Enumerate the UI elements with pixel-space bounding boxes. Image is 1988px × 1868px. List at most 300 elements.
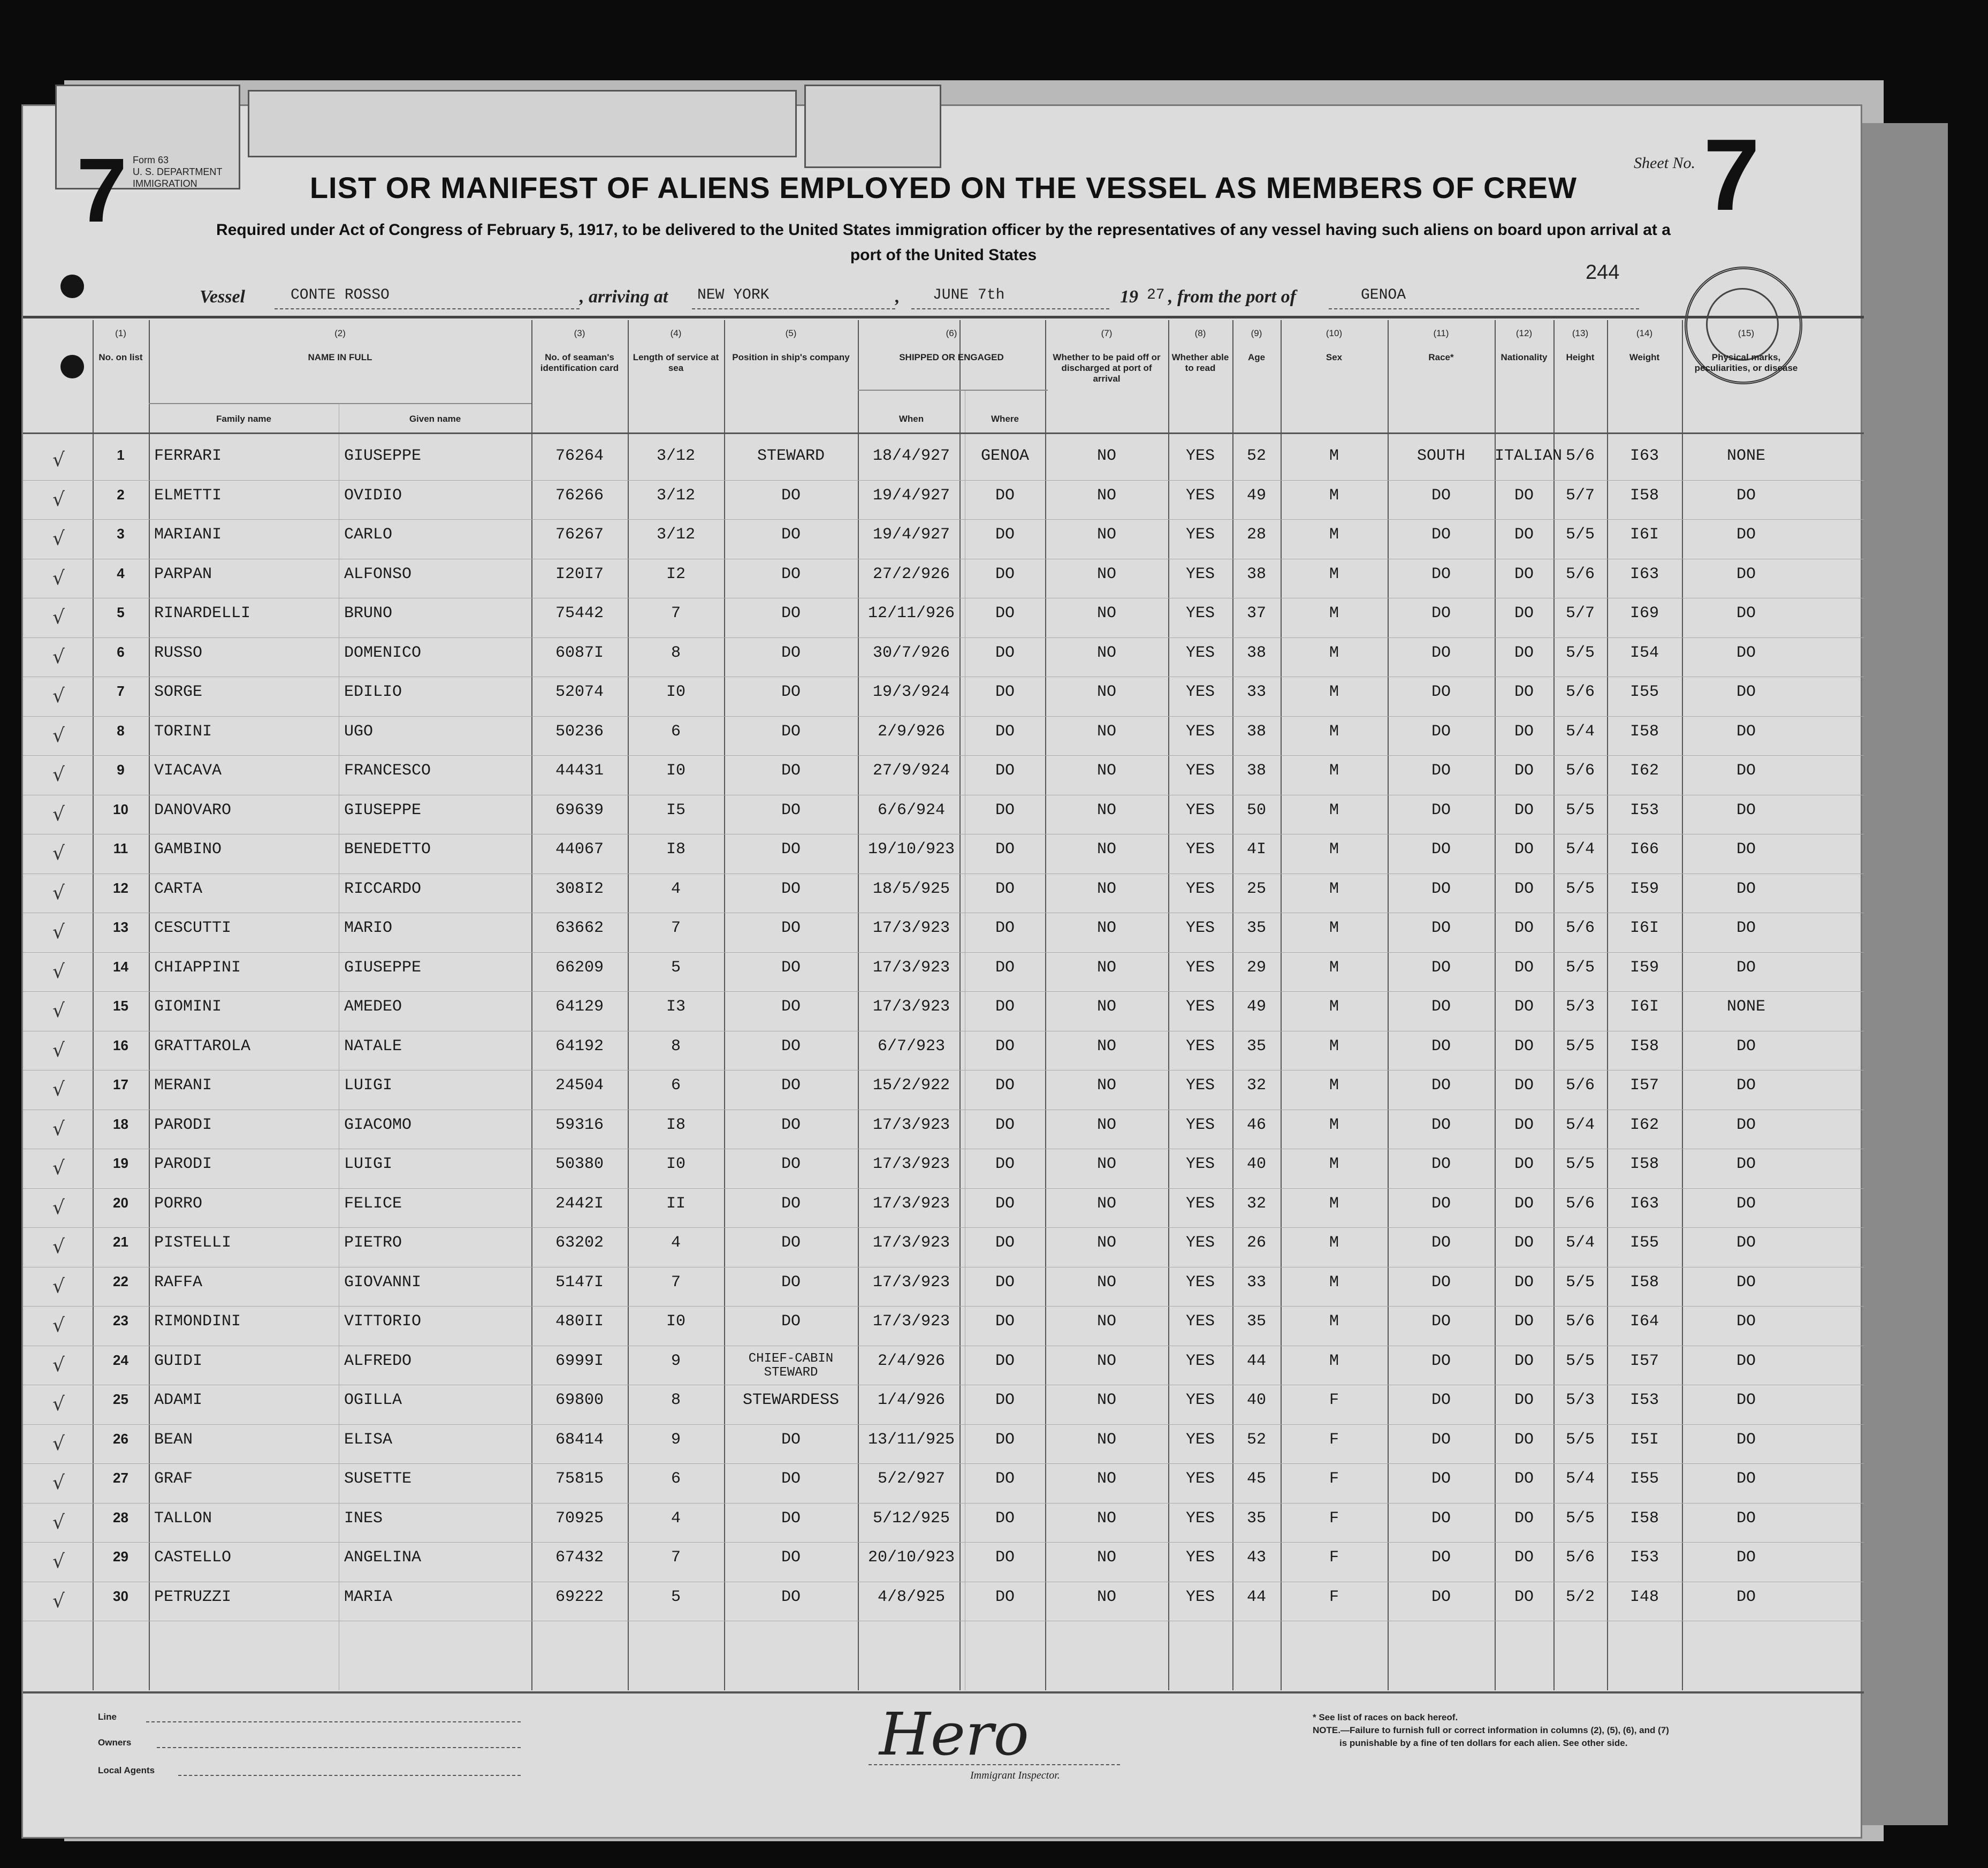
table-cell-marks: DO: [1736, 1470, 1756, 1488]
table-cell-card: 63202: [555, 1234, 604, 1252]
table-cell-age: 38: [1246, 722, 1266, 741]
table-cell-age: 35: [1246, 1312, 1266, 1331]
column-subheader: Family name: [216, 414, 271, 424]
table-cell-where: DO: [995, 1037, 1015, 1056]
table-cell-marks: DO: [1736, 1430, 1756, 1449]
table-cell-age: 38: [1246, 643, 1266, 662]
seal-inner-ring: [1706, 288, 1779, 361]
column-header: Age: [1247, 352, 1266, 362]
table-cell-height: 5/5: [1565, 801, 1595, 819]
table-cell-sex: M: [1329, 1076, 1339, 1095]
table-cell-family: PISTELLI: [154, 1234, 232, 1252]
table-cell-when: 30/7/926: [872, 643, 950, 662]
table-cell-race: DO: [1431, 1470, 1451, 1488]
check-mark-icon: √: [52, 1472, 65, 1494]
table-cell-height: 5/6: [1565, 447, 1595, 465]
table-cell-given: GIUSEPPE: [344, 801, 422, 819]
table-cell-nat: DO: [1514, 1391, 1534, 1409]
table-cell-family: PARPAN: [154, 565, 212, 583]
check-mark-icon: √: [52, 646, 65, 668]
table-cell-card: 50236: [555, 722, 604, 741]
table-cell-no: 22: [113, 1273, 128, 1289]
table-cell-read: YES: [1185, 879, 1215, 898]
table-cell-marks: DO: [1736, 1351, 1756, 1370]
table-cell-card: 69222: [555, 1588, 604, 1606]
check-mark-icon: √: [52, 1236, 65, 1258]
table-cell-sex: M: [1329, 526, 1339, 544]
table-cell-nat: DO: [1514, 1234, 1534, 1252]
table-cell-when: 17/3/923: [872, 1155, 950, 1173]
table-cell-card: 76264: [555, 447, 604, 465]
table-cell-paid: NO: [1096, 1391, 1116, 1409]
table-cell-where: DO: [995, 840, 1015, 859]
table-cell-height: 5/4: [1565, 1470, 1595, 1488]
table-cell-no: 10: [113, 801, 128, 817]
table-cell-read: YES: [1185, 1548, 1215, 1567]
table-cell-where: DO: [995, 643, 1015, 662]
table-cell-height: 5/5: [1565, 958, 1595, 977]
table-cell-position: DO: [781, 683, 801, 701]
table-cell-where: DO: [995, 998, 1015, 1016]
column-subheader: When: [898, 414, 924, 424]
row-rule: [23, 519, 1864, 520]
table-cell-position: DO: [781, 1273, 801, 1292]
table-cell-sex: F: [1329, 1430, 1339, 1449]
table-cell-when: 6/6/924: [877, 801, 946, 819]
table-cell-read: YES: [1185, 486, 1215, 505]
table-cell-no: 13: [113, 919, 128, 935]
table-cell-when: 17/3/923: [872, 919, 950, 937]
table-cell-no: 27: [113, 1470, 128, 1486]
table-cell-card: 6087I: [555, 643, 604, 662]
table-cell-family: FERRARI: [154, 447, 222, 465]
table-cell-no: 30: [113, 1588, 128, 1604]
table-cell-when: 19/4/927: [872, 486, 950, 505]
table-cell-weight: I55: [1629, 1234, 1659, 1252]
table-cell-marks: DO: [1736, 1548, 1756, 1567]
page-number: 244: [1586, 261, 1620, 284]
table-cell-sex: F: [1329, 1548, 1339, 1567]
table-cell-card: 6999I: [555, 1351, 604, 1370]
footnote-races: * See list of races on back hereof.: [1313, 1712, 1458, 1722]
table-cell-position: DO: [781, 762, 801, 780]
table-cell-family: RUSSO: [154, 643, 203, 662]
table-cell-nat: DO: [1514, 1509, 1534, 1528]
form-label-1: Form 63: [133, 155, 169, 165]
check-mark-icon: √: [52, 1511, 65, 1533]
table-cell-read: YES: [1185, 1155, 1215, 1173]
table-cell-service: I8: [666, 1115, 685, 1134]
check-mark-icon: √: [52, 1039, 65, 1061]
table-cell-when: 18/5/925: [872, 879, 950, 898]
table-cell-service: 5: [671, 1588, 681, 1606]
table-cell-position: DO: [781, 919, 801, 937]
table-cell-when: 17/3/923: [872, 1194, 950, 1213]
table-cell-when: 17/3/923: [872, 1312, 950, 1331]
table-cell-service: 9: [671, 1351, 681, 1370]
table-cell-nat: DO: [1514, 879, 1534, 898]
table-cell-paid: NO: [1096, 526, 1116, 544]
table-cell-race: DO: [1431, 840, 1451, 859]
table-cell-sex: M: [1329, 998, 1339, 1016]
table-cell-given: MARIA: [344, 1588, 393, 1606]
table-cell-given: AMEDEO: [344, 998, 402, 1016]
table-cell-service: 7: [671, 919, 681, 937]
table-cell-given: BRUNO: [344, 604, 393, 622]
table-cell-marks: DO: [1736, 1076, 1756, 1095]
table-cell-when: 13/11/925: [867, 1430, 955, 1449]
check-mark-icon: √: [52, 1354, 65, 1376]
table-cell-family: CARTA: [154, 879, 203, 898]
table-cell-card: 70925: [555, 1509, 604, 1528]
table-cell-given: RICCARDO: [344, 879, 422, 898]
table-cell-service: 5: [671, 958, 681, 977]
table-cell-marks: DO: [1736, 722, 1756, 741]
table-cell-service: I0: [666, 683, 685, 701]
table-cell-where: DO: [995, 1155, 1015, 1173]
table-cell-paid: NO: [1096, 1588, 1116, 1606]
table-cell-where: DO: [995, 683, 1015, 701]
column-header: SHIPPED OR ENGAGED: [899, 352, 1004, 362]
table-cell-height: 5/6: [1565, 683, 1595, 701]
table-cell-sex: M: [1329, 643, 1339, 662]
column-number: (1): [115, 328, 126, 338]
table-cell-weight: I58: [1629, 1273, 1659, 1292]
table-cell-paid: NO: [1096, 486, 1116, 505]
table-cell-card: 76267: [555, 526, 604, 544]
table-cell-family: PORRO: [154, 1194, 203, 1213]
table-cell-race: DO: [1431, 1155, 1451, 1173]
table-cell-when: 27/9/924: [872, 762, 950, 780]
check-mark-icon: √: [52, 1590, 65, 1612]
table-cell-no: 29: [113, 1548, 128, 1565]
table-cell-age: 29: [1246, 958, 1266, 977]
table-cell-sex: M: [1329, 1155, 1339, 1173]
table-cell-card: 50380: [555, 1155, 604, 1173]
table-cell-position: DO: [781, 565, 801, 583]
table-cell-age: 44: [1246, 1351, 1266, 1370]
table-cell-given: VITTORIO: [344, 1312, 422, 1331]
table-cell-paid: NO: [1096, 643, 1116, 662]
table-cell-race: DO: [1431, 919, 1451, 937]
table-cell-family: ELMETTI: [154, 486, 222, 505]
table-cell-read: YES: [1185, 840, 1215, 859]
table-cell-paid: NO: [1096, 447, 1116, 465]
table-cell-sex: F: [1329, 1588, 1339, 1606]
table-cell-where: DO: [995, 879, 1015, 898]
table-cell-position: DO: [781, 801, 801, 819]
table-cell-height: 5/5: [1565, 1509, 1595, 1528]
row-rule: [23, 1463, 1864, 1464]
table-cell-age: 38: [1246, 565, 1266, 583]
table-cell-race: DO: [1431, 1076, 1451, 1095]
table-cell-nat: DO: [1514, 998, 1534, 1016]
table-cell-service: 4: [671, 1234, 681, 1252]
table-cell-read: YES: [1185, 958, 1215, 977]
tab-middle: [248, 90, 797, 157]
check-mark-icon: √: [52, 449, 65, 471]
table-cell-marks: DO: [1736, 1509, 1756, 1528]
table-cell-paid: NO: [1096, 722, 1116, 741]
table-cell-sex: M: [1329, 1037, 1339, 1056]
table-cell-no: 1: [117, 447, 125, 463]
table-cell-marks: DO: [1736, 526, 1756, 544]
table-cell-given: INES: [344, 1509, 383, 1528]
table-cell-race: DO: [1431, 565, 1451, 583]
check-mark-icon: √: [52, 1196, 65, 1219]
table-cell-race: DO: [1431, 1037, 1451, 1056]
check-mark-icon: √: [52, 488, 65, 511]
table-cell-weight: I63: [1629, 447, 1659, 465]
check-mark-icon: √: [52, 567, 65, 589]
table-cell-position: STEWARD: [757, 447, 825, 465]
table-cell-position: DO: [781, 879, 801, 898]
table-cell-height: 5/6: [1565, 1194, 1595, 1213]
table-cell-height: 5/5: [1565, 1037, 1595, 1056]
arrival-year: 27: [1147, 287, 1165, 303]
table-cell-card: 52074: [555, 683, 604, 701]
table-cell-position: DO: [781, 722, 801, 741]
table-cell-when: 2/4/926: [877, 1351, 946, 1370]
table-cell-no: 11: [113, 840, 128, 856]
table-cell-service: 8: [671, 643, 681, 662]
check-mark-icon: √: [52, 685, 65, 707]
row-rule: [23, 991, 1864, 992]
table-cell-service: 4: [671, 879, 681, 898]
table-cell-service: I3: [666, 998, 685, 1016]
table-cell-where: DO: [995, 801, 1015, 819]
table-cell-where: DO: [995, 919, 1015, 937]
table-cell-position: DO: [781, 1509, 801, 1528]
table-cell-given: GIUSEPPE: [344, 447, 422, 465]
table-cell-nat: DO: [1514, 1588, 1534, 1606]
table-cell-paid: NO: [1096, 958, 1116, 977]
table-cell-sex: M: [1329, 958, 1339, 977]
table-cell-service: I2: [666, 565, 685, 583]
table-cell-weight: I62: [1629, 1115, 1659, 1134]
table-cell-age: 44: [1246, 1588, 1266, 1606]
table-cell-nat: DO: [1514, 1351, 1534, 1370]
arriving-port: NEW YORK: [697, 287, 770, 303]
table-cell-sex: M: [1329, 840, 1339, 859]
table-cell-given: CARLO: [344, 526, 393, 544]
table-cell-nat: DO: [1514, 1194, 1534, 1213]
footnote-penalty-2: is punishable by a fine of ten dollars for each alien. See other side.: [1339, 1738, 1628, 1748]
table-cell-marks: DO: [1736, 840, 1756, 859]
table-cell-card: 67432: [555, 1548, 604, 1567]
table-cell-race: DO: [1431, 1588, 1451, 1606]
local-agents-field: [178, 1775, 521, 1776]
table-cell-given: PIETRO: [344, 1234, 402, 1252]
table-cell-read: YES: [1185, 565, 1215, 583]
table-cell-nat: DO: [1514, 840, 1534, 859]
table-cell-age: 35: [1246, 1509, 1266, 1528]
table-cell-race: DO: [1431, 1312, 1451, 1331]
table-cell-race: DO: [1431, 643, 1451, 662]
table-cell-age: 52: [1246, 447, 1266, 465]
table-cell-when: 5/12/925: [872, 1509, 950, 1528]
table-cell-position: DO: [781, 1155, 801, 1173]
table-cell-paid: NO: [1096, 879, 1116, 898]
table-cell-marks: DO: [1736, 565, 1756, 583]
column-number: (2): [334, 328, 346, 338]
table-cell-race: DO: [1431, 1273, 1451, 1292]
table-cell-nat: DO: [1514, 722, 1534, 741]
table-cell-where: DO: [995, 722, 1015, 741]
table-cell-race: DO: [1431, 801, 1451, 819]
check-mark-icon: √: [52, 528, 65, 550]
table-cell-read: YES: [1185, 1470, 1215, 1488]
table-cell-age: 45: [1246, 1470, 1266, 1488]
column-number: (6): [946, 328, 957, 338]
table-cell-marks: DO: [1736, 801, 1756, 819]
table-cell-no: 5: [117, 604, 125, 620]
table-cell-card: 69639: [555, 801, 604, 819]
table-cell-card: 64192: [555, 1037, 604, 1056]
check-mark-icon: √: [52, 1157, 65, 1179]
table-cell-paid: NO: [1096, 1076, 1116, 1095]
table-cell-nat: DO: [1514, 1115, 1534, 1134]
table-cell-service: I0: [666, 1155, 685, 1173]
column-header: Race*: [1428, 352, 1454, 362]
local-agents-label: Local Agents: [98, 1765, 155, 1775]
table-cell-given: ANGELINA: [344, 1548, 422, 1567]
column-number: (5): [785, 328, 797, 338]
table-cell-read: YES: [1185, 1509, 1215, 1528]
table-cell-nat: ITALIAN: [1495, 447, 1563, 465]
sheet-number: 7: [1703, 118, 1760, 232]
table-cell-no: 4: [117, 565, 125, 581]
table-cell-race: DO: [1431, 1548, 1451, 1567]
table-cell-when: 6/7/923: [877, 1037, 946, 1056]
table-cell-paid: NO: [1096, 1312, 1116, 1331]
table-cell-height: 5/3: [1565, 998, 1595, 1016]
table-cell-position: DO: [781, 1548, 801, 1567]
check-mark-icon: √: [52, 1118, 65, 1140]
table-cell-sex: M: [1329, 801, 1339, 819]
table-cell-when: 18/4/927: [872, 447, 950, 465]
table-cell-card: 68414: [555, 1430, 604, 1449]
table-cell-service: 7: [671, 1273, 681, 1292]
table-cell-read: YES: [1185, 1430, 1215, 1449]
table-cell-given: FRANCESCO: [344, 762, 431, 780]
check-mark-icon: √: [52, 960, 65, 983]
table-cell-service: 8: [671, 1391, 681, 1409]
table-cell-age: 26: [1246, 1234, 1266, 1252]
table-cell-no: 12: [113, 879, 128, 896]
table-cell-read: YES: [1185, 643, 1215, 662]
table-cell-family: VIACAVA: [154, 762, 222, 780]
table-cell-given: GIOVANNI: [344, 1273, 422, 1292]
table-cell-height: 5/7: [1565, 604, 1595, 622]
table-cell-height: 5/4: [1565, 1234, 1595, 1252]
table-cell-sex: M: [1329, 722, 1339, 741]
column-header: Weight: [1629, 352, 1660, 362]
table-cell-weight: I6I: [1629, 526, 1659, 544]
table-cell-given: BENEDETTO: [344, 840, 431, 859]
table-cell-marks: DO: [1736, 486, 1756, 505]
table-cell-family: CESCUTTI: [154, 919, 232, 937]
table-cell-given: ALFONSO: [344, 565, 412, 583]
table-cell-where: DO: [995, 1430, 1015, 1449]
table-cell-weight: I55: [1629, 683, 1659, 701]
table-cell-no: 3: [117, 526, 125, 542]
table-cell-service: 7: [671, 1548, 681, 1567]
table-cell-where: DO: [995, 1115, 1015, 1134]
table-cell-where: DO: [995, 1076, 1015, 1095]
port-underline: [1329, 308, 1639, 309]
table-cell-age: 37: [1246, 604, 1266, 622]
table-cell-race: DO: [1431, 998, 1451, 1016]
manifest-sheet: 7 Form 63 U. S. DEPARTMENT IMMIGRATION LIST OR MANIFEST OF ALIENS EMPLOYED ON THE VESSEL AS MEMBERS OF CREW Required under Act of Congress of February 5, 1917, to be delivered to the United States immigration officer by the representatives of any vessel having such aliens on board upon arrival at a port of the United States Sheet No. 7 244 Vessel CONTE ROSSO , arriving at NEW YORK , JUNE 7th 19 27 , from the port of GENOA (1) No. on list (2) NAME IN FULL Family name Given name (3) No. of seaman's identification card (4) Length of service at sea (5) Position in ship's company (6) SHIPPED OR ENGAGED When Where (7) Whether to be paid off or discharged at port of arrival (8) Whether able to read (9) Age (10) Sex (11) Race* (12) Nationality (13) Height (14) Weight (15) Physical marks, peculiarities, or disease √ 1 FERRARI GIUSEPPE 76264 3/12 STEWARD 18/4/927 GENOA NO YES 52 M SOUTH ITALIAN 5/6 I63 NONE √ 2 ELMETTI OVIDIO 76266 3/12 DO 19/4/927 DO NO YES 49 M DO DO 5/7 I58 DO √ 3 MARIANI CARLO 76267 3/12 DO 19/4/927 DO NO YES 28 M DO DO 5/5 I6I DO √ 4 PARPAN ALFONSO I20I7 I2 DO 27/2/926 DO NO YES 38 M DO DO 5/6 I63 DO √ 5 RINARDELLI BRUNO 75442 7 DO 12/11/926 DO NO YES 37 M DO DO 5/7 I69 DO √ 6 RUSSO DOMENICO 6087I 8 DO 30/7/926 DO NO YES 38 M DO DO 5/5 I54 DO √ 7 SORGE EDILIO 52074 I0 DO 19/3/924 DO NO YES 33 M DO DO 5/6 I55 DO √ 8 TORINI UGO 50236 6 DO 2/9/926 DO NO YES 38 M DO DO 5/4 I58 DO √ 9 VIACAVA FRANCESCO 44431 I0 DO 27/9/924 DO NO YES 38 M DO DO 5/6 I62 DO √ 10 DANOVARO GIUSEPPE 69639 I5 DO 6/6/924 DO NO YES 50 M DO DO 5/5 I53 DO √ 11 GAMBINO BENEDETTO 44067 I8 DO 19/10/923 DO NO YES 4I M DO DO 5/4 I66 DO √ 12 CARTA RICCARDO 308I2 4 DO 18/5/925 DO NO YES 25 M DO DO 5/5 I59 DO √ 13 CESCUTTI MARIO 63662 7 DO 17/3/923 DO NO YES 35 M DO DO 5/6 I6I DO √ 14 CHIAPPINI GIUSEPPE 66209 5 DO 17/3/923 DO NO YES 29 M DO DO 5/5 I59 DO √ 15 GIOMINI AMEDEO 64129 I3 DO 17/3/923 DO NO YES 49 M DO DO 5/3 I6I NONE √ 16 GRATTAROLA NATALE 64192 8 DO 6/7/923 DO NO YES 35 M DO DO 5/5 I58 DO √ 17 MERANI LUIGI 24504 6 DO 15/2/922 DO NO YES 32 M DO DO 5/6 I57 DO √ 18 PARODI GIACOMO 59316 I8 DO 17/3/923 DO NO YES 46 M DO DO 5/4 I62 DO √ 19 PARODI LUIGI 50380 I0 DO 17/3/923 DO NO YES 40 M DO DO 5/5 I58 DO √ 20 PORRO FELICE 2442I II DO 17/3/923 DO NO YES 32 M DO DO 5/6 I63 DO √ 21 PISTELLI PIETRO 63202 4 DO 17/3/923 DO NO YES 26 M DO DO 5/4 I55 DO √ 22 RAFFA GIOVANNI 5147I 7 DO 17/3/923 DO NO YES 33 M DO DO 5/5 I58 DO √ 23 RIMONDINI VITTORIO 480II I0 DO 17/3/923 DO NO YES 35 M DO DO 5/6 I64 DO √ 24 GUIDI ALFREDO 6999I 9 CHIEF-CABIN STEWARD 2/4/926 DO NO YES 44 M DO DO 5/5 I57 DO √ 25 ADAMI OGILLA 69800 8 STEWARDESS 1/4/926 DO NO YES 40 F DO DO 5/3 I53 DO √ 26 BEAN ELISA 68414 9 DO 13/11/925 DO NO YES 52 F DO DO 5/5 I5I DO √ 27 GRAF SUSETTE 75815 6 DO 5/2/927 DO NO YES 45 F DO DO 5/4 I55 DO √ 28 TALLON INES 70925 4 DO 5/12/925 DO NO YES 35 F DO DO 5/5 I58 DO √ 29 CASTELLO ANGELINA 67432 7 DO 20/10/923 DO NO YES 43 F DO DO 5/6 I53 DO √ 30 PETRUZZI MARIA 69222 5 DO 4/8/925 DO NO YES 44 F DO DO 5/2 I48 DO Line Owners Local Agents Hero Immigrant Inspector. * See list of races on back hereof. NOTE.—Failure to furnish full or correct information in columns (2), (5), (6), and (7) is punishable by a fine of ten dollars for each alien. See other side.: [21, 104, 1862, 1839]
table-cell-age: 28: [1246, 526, 1266, 544]
table-cell-sex: F: [1329, 1391, 1339, 1409]
table-cell-nat: DO: [1514, 1312, 1534, 1331]
line-field: [146, 1721, 521, 1722]
table-cell-race: DO: [1431, 604, 1451, 622]
table-cell-given: MARIO: [344, 919, 393, 937]
table-cell-given: ALFREDO: [344, 1351, 412, 1370]
table-cell-card: 480II: [555, 1312, 604, 1331]
table-cell-paid: NO: [1096, 1351, 1116, 1370]
table-cell-card: 5147I: [555, 1273, 604, 1292]
table-cell-no: 21: [113, 1234, 128, 1250]
table-cell-when: 1/4/926: [877, 1391, 946, 1409]
table-cell-card: 63662: [555, 919, 604, 937]
document-subtitle-2: port of the United States: [850, 246, 1037, 264]
tab-right: [804, 85, 941, 168]
table-cell-where: DO: [995, 1588, 1015, 1606]
signature-text: Hero: [879, 1700, 1029, 1768]
table-cell-age: 40: [1246, 1155, 1266, 1173]
row-rule: [23, 1227, 1864, 1228]
table-cell-sex: M: [1329, 604, 1339, 622]
table-cell-age: 33: [1246, 1273, 1266, 1292]
table-cell-given: LUIGI: [344, 1155, 393, 1173]
table-cell-when: 19/3/924: [872, 683, 950, 701]
table-cell-sex: M: [1329, 486, 1339, 505]
table-cell-when: 2/9/926: [877, 722, 946, 741]
column-number: (4): [670, 328, 682, 338]
table-cell-position: DO: [781, 1588, 801, 1606]
column-subheader: Where: [991, 414, 1019, 424]
table-cell-service: I0: [666, 1312, 685, 1331]
table-cell-family: CASTELLO: [154, 1548, 232, 1567]
table-cell-nat: DO: [1514, 958, 1534, 977]
table-cell-height: 5/4: [1565, 722, 1595, 741]
inspector-line: [869, 1764, 1120, 1765]
table-cell-nat: DO: [1514, 604, 1534, 622]
table-cell-race: DO: [1431, 1509, 1451, 1528]
table-cell-no: 9: [117, 762, 125, 778]
table-cell-nat: DO: [1514, 526, 1534, 544]
column-number: (14): [1636, 328, 1653, 338]
table-cell-read: YES: [1185, 1391, 1215, 1409]
column-header: Length of service at sea: [633, 352, 719, 373]
column-header: Whether able to read: [1171, 352, 1229, 373]
table-cell-where: DO: [995, 1194, 1015, 1213]
table-cell-weight: I59: [1629, 958, 1659, 977]
table-cell-card: I20I7: [555, 565, 604, 583]
row-rule: [23, 755, 1864, 756]
table-cell-race: DO: [1431, 1391, 1451, 1409]
table-cell-family: SORGE: [154, 683, 203, 701]
table-cell-no: 2: [117, 486, 125, 503]
row-rule: [23, 1188, 1864, 1189]
sheet-label: Sheet No.: [1634, 154, 1695, 172]
table-cell-marks: DO: [1736, 1312, 1756, 1331]
table-cell-sex: M: [1329, 1115, 1339, 1134]
